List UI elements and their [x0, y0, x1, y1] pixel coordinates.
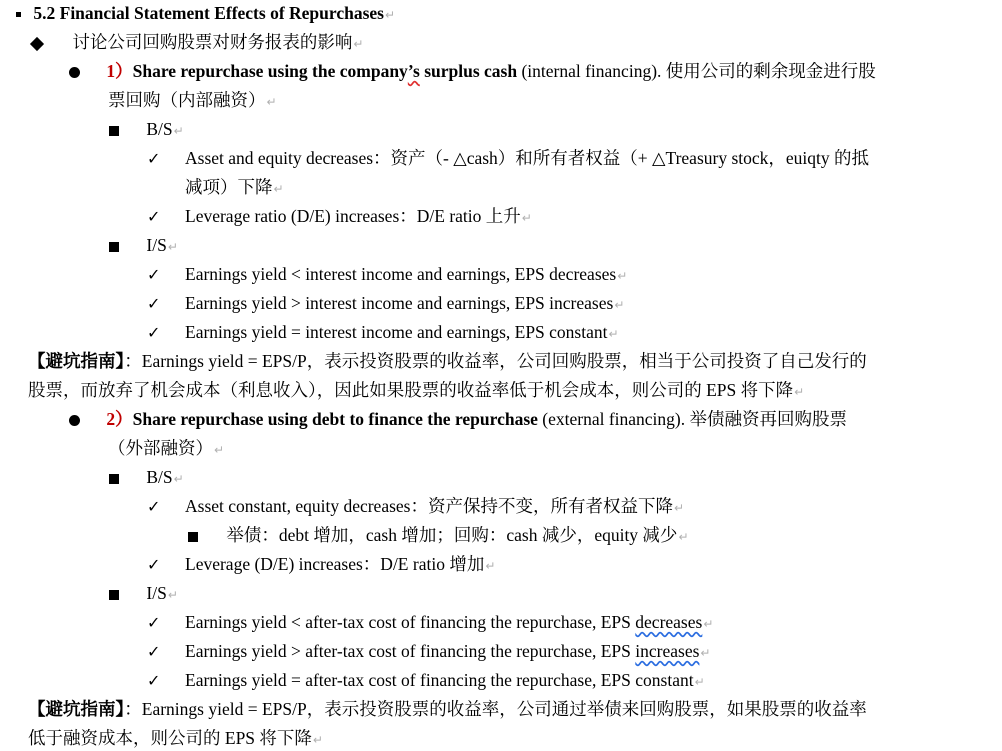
case2-bs-item-2 — [147, 553, 496, 575]
case1-title-b: surplus cash — [419, 61, 518, 81]
bs-item-text: Leverage (D/E) increases：D/E ratio 增加 — [185, 554, 485, 574]
square-bullet-icon — [109, 242, 119, 252]
case2-heading-line2: （外部融资） — [108, 438, 213, 458]
is-label-text: I/S — [146, 583, 167, 603]
paragraph-mark-icon: ↵ — [608, 327, 619, 341]
case1-bs-item-2 — [147, 205, 532, 227]
square-bullet-icon — [109, 590, 119, 600]
is-item-wrap — [185, 292, 624, 316]
case2-bs-subitem — [188, 524, 689, 546]
check-icon: ✓ — [147, 207, 161, 226]
bs-item-wrap — [185, 495, 684, 519]
is-item-wrap — [185, 640, 710, 664]
paragraph-mark-icon: ↵ — [700, 646, 711, 660]
square-bullet-icon — [188, 532, 198, 542]
bs-label-text: B/S — [146, 467, 173, 487]
case2-heading — [69, 408, 847, 430]
guide-label: 【避坑指南】 — [28, 699, 125, 719]
paragraph-mark-icon: ↵ — [485, 559, 496, 573]
is-item-wrap — [185, 321, 619, 345]
is-item-text: Earnings yield < interest income and earnings, EPS decreases — [185, 264, 617, 284]
paragraph-mark-icon: ↵ — [167, 588, 178, 602]
paragraph-mark-icon: ↵ — [384, 8, 396, 22]
case1-bs-label — [109, 118, 184, 140]
case2-is-label — [109, 582, 178, 604]
diamond-bullet-icon — [30, 37, 44, 51]
square-bullet-icon — [109, 126, 119, 136]
intro-line — [32, 31, 363, 53]
check-icon: ✓ — [147, 613, 161, 632]
bs-item-text-wrap — [185, 205, 532, 229]
is-item-wrap — [185, 669, 705, 693]
paragraph-mark-icon: ↵ — [614, 298, 625, 312]
is-item-keyword: decreases — [635, 612, 703, 632]
heading-text: 5.2 Financial Statement Effects of Repurchases — [33, 3, 384, 23]
check-icon: ✓ — [147, 497, 161, 516]
case1-title-apostrophe: ’s — [407, 61, 420, 81]
case2-title-rest: (external financing). 举债融资再回购股票 — [537, 409, 848, 429]
check-icon: ✓ — [147, 294, 161, 313]
case1-is-item-2 — [147, 292, 625, 314]
paragraph-mark-icon: ↵ — [266, 95, 277, 109]
check-icon: ✓ — [147, 671, 161, 690]
case1-number: 1） — [106, 61, 133, 81]
guide-text: ：Earnings yield = EPS/P，表示投资股票的收益率，公司通过举债来回购股票，如果股票的收益率 — [124, 699, 867, 719]
paragraph-mark-icon: ↵ — [273, 182, 284, 196]
disc-bullet-icon — [69, 415, 80, 426]
guide2-line-2 — [28, 727, 323, 749]
guide-text-cont: 低于融资成本，则公司的 EPS 将下降 — [28, 728, 312, 748]
disc-bullet-icon — [69, 67, 80, 78]
paragraph-mark-icon: ↵ — [167, 240, 178, 254]
paragraph-mark-icon: ↵ — [312, 733, 323, 747]
guide-label: 【避坑指南】 — [28, 351, 125, 371]
paragraph-mark-icon: ↵ — [678, 530, 689, 544]
case2-is-item-2 — [147, 640, 711, 662]
case2-bs-item-1 — [147, 495, 685, 517]
case2-title: Share repurchase using debt to finance the repurchase — [132, 409, 538, 429]
case1-is-label — [109, 234, 178, 256]
case1-is-item-3 — [147, 321, 619, 343]
guide1-line-2 — [28, 379, 804, 401]
is-item-text: Earnings yield > after-tax cost of financing the repurchase, EPS — [185, 641, 636, 661]
heading-bullet-icon — [16, 12, 21, 17]
bs-item-text: Asset and equity decreases：资产（- △cash）和所有者权益（+ △Treasury stock，euiqty 的抵 — [185, 148, 870, 168]
section-heading — [16, 2, 395, 24]
paragraph-mark-icon: ↵ — [694, 675, 705, 689]
case1-title-rest: (internal financing). 使用公司的剩余现金进行股 — [517, 61, 876, 81]
is-item-text: Earnings yield = after-tax cost of financing the repurchase, EPS constant — [185, 670, 694, 690]
check-icon: ✓ — [147, 265, 161, 284]
bs-item-text-cont: 减项）下降 — [185, 177, 273, 197]
bs-label-text: B/S — [146, 119, 173, 139]
case2-is-item-3 — [147, 669, 705, 691]
is-item-text: Earnings yield = interest income and earnings, EPS constant — [185, 322, 608, 342]
guide1-line-1 — [28, 350, 867, 372]
is-item-keyword: increases — [635, 641, 700, 661]
paragraph-mark-icon: ↵ — [521, 211, 532, 225]
bs-item-wrap — [185, 553, 495, 577]
paragraph-mark-icon: ↵ — [673, 501, 685, 515]
case1-heading-line2: 票回购（内部融资） — [108, 90, 266, 110]
check-icon: ✓ — [147, 555, 161, 574]
case1-heading — [69, 60, 876, 82]
case1-heading-cont — [108, 89, 277, 111]
is-item-wrap — [185, 263, 627, 287]
case1-is-item-1 — [147, 263, 628, 285]
intro-text: 讨论公司回购股票对财务报表的影响 — [72, 32, 353, 52]
case1-bs-item-1-cont — [185, 176, 284, 198]
is-item-wrap — [185, 611, 713, 635]
square-bullet-icon — [109, 474, 119, 484]
check-icon: ✓ — [147, 149, 161, 168]
case1-bs-item-1 — [147, 147, 870, 169]
paragraph-mark-icon: ↵ — [214, 443, 225, 457]
is-item-text: Earnings yield < after-tax cost of financing the repurchase, EPS — [185, 612, 636, 632]
check-icon: ✓ — [147, 642, 161, 661]
guide2-line-1 — [28, 698, 867, 720]
is-label-text: I/S — [146, 235, 167, 255]
guide-text: ：Earnings yield = EPS/P，表示投资股票的收益率，公司回购股票，相当于公司投资了自己发行的 — [124, 351, 867, 371]
check-icon: ✓ — [147, 323, 161, 342]
case2-number: 2） — [106, 409, 133, 429]
guide-text-cont: 股票，而放弃了机会成本（利息收入），因此如果股票的收益率低于机会成本，则公司的 EPS 将下降 — [28, 380, 794, 400]
paragraph-mark-icon: ↵ — [173, 472, 184, 486]
case1-title-a: Share repurchase using the company — [132, 61, 408, 81]
is-item-text: Earnings yield > interest income and earnings, EPS increases — [185, 293, 614, 313]
paragraph-mark-icon: ↵ — [353, 37, 364, 51]
case2-bs-label — [109, 466, 184, 488]
case2-is-item-1 — [147, 611, 714, 633]
paragraph-mark-icon: ↵ — [173, 124, 184, 138]
paragraph-mark-icon: ↵ — [617, 269, 628, 283]
bs-item-text: Leverage ratio (D/E) increases：D/E ratio 上升 — [185, 206, 521, 226]
bs-subitem-text: 举债：debt 增加，cash 增加；回购：cash 减少，equity 减少 — [226, 525, 678, 545]
paragraph-mark-icon: ↵ — [794, 385, 805, 399]
case2-heading-cont — [108, 437, 224, 459]
bs-item-text: Asset constant, equity decreases：资产保持不变，所有者权益下降 — [185, 496, 673, 516]
paragraph-mark-icon: ↵ — [703, 617, 714, 631]
